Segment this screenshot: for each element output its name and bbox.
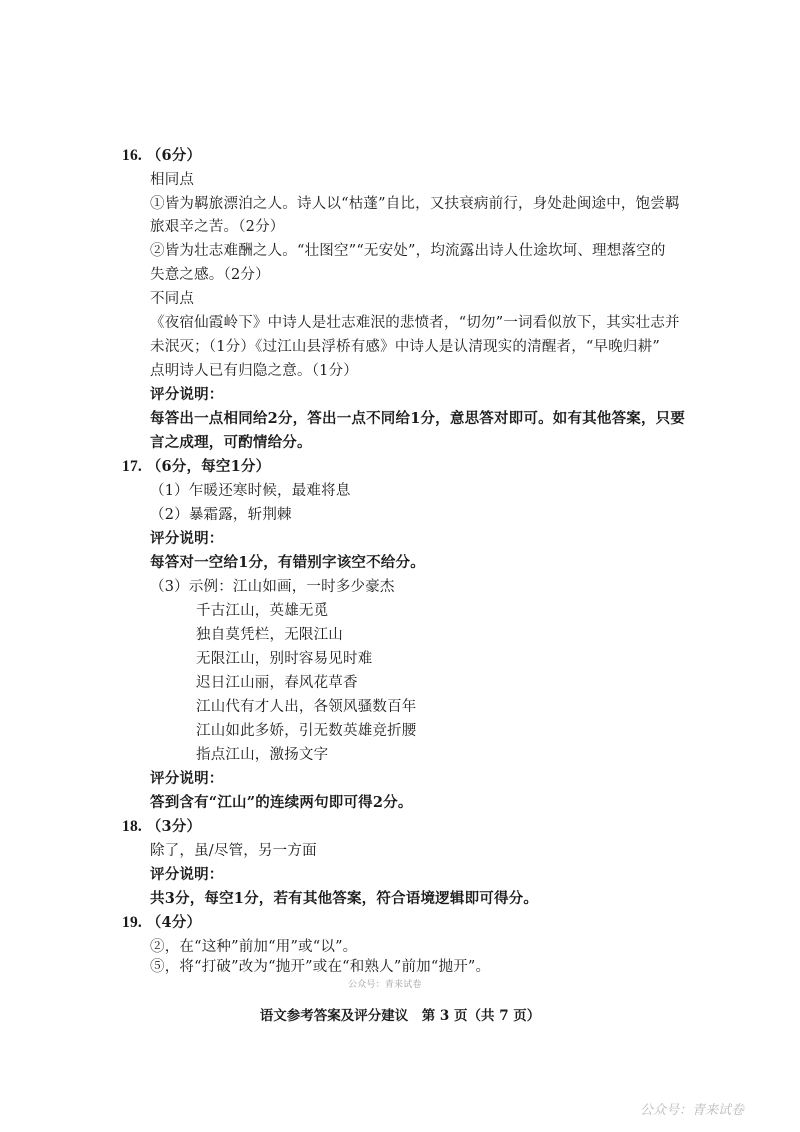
q17-number: 17. (122, 458, 142, 475)
q19-number: 19. (122, 914, 142, 931)
q17-scoring-1: 每答对一空给1分，有错别字该空不给分。 (150, 554, 425, 571)
q16-diff-b: 未泯灭；（1分）《过江山县浮桥有感》中诗人是认清现实的清醒者，“早晚归耕” (150, 339, 660, 355)
q19-answer-1: ②，在“这种”前加“用”或“以”。 (150, 939, 358, 955)
q16-diff-a: 《夜宿仙霞岭下》中诗人是壮志难泯的悲愤者，“切勿”一词看似放下，其实壮志并 (150, 315, 680, 331)
q19-header (122, 913, 201, 933)
q19-points: （4分） (146, 914, 202, 931)
q17-scoring-2: 答到含有“江山”的连续两句即可得2分。 (150, 794, 413, 811)
q16-same-2a: ②皆为壮志难酬之人。“壮图空”“无安处”，均流露出诗人仕途坎坷、理想落空的 (150, 243, 666, 259)
q16-scoring-a: 每答出一点相同给2分，答出一点不同给1分，意思答对即可。如有其他答案，只要 (150, 410, 686, 427)
q17-example: 无限江山，别时容易见时难 (196, 651, 373, 667)
q18-scoring: 共3分，每空1分，若有其他答案，符合语境逻辑即可得分。 (150, 890, 539, 907)
q16-scoring-label: 评分说明： (150, 386, 224, 403)
q17-example: 迟日江山丽，春风花草香 (196, 675, 358, 691)
q17-example: 千古江山，英雄无觅 (196, 603, 329, 619)
q17-points: （6分，每空1分） (146, 458, 271, 475)
q17-answer-1: （1）乍暖还寒时候，最难将息 (150, 483, 351, 499)
q16-number: 16. (122, 147, 142, 164)
q16-scoring-b: 言之成理，可酌情给分。 (150, 434, 312, 451)
page-footer: 语文参考答案及评分建议 第 3 页（共 7 页） (259, 1008, 541, 1024)
q16-diff-heading: 不同点 (150, 291, 195, 307)
q17-example: 指点江山，激扬文字 (196, 747, 329, 763)
q17-scoring-label-1: 评分说明： (150, 530, 224, 547)
q17-example: 江山代有才人出，各领风骚数百年 (196, 699, 417, 715)
q16-same-1b: 旅艰辛之苦。（2分） (150, 219, 285, 235)
q17-example: 独自莫凭栏，无限江山 (196, 627, 343, 643)
q17-scoring-label-2: 评分说明： (150, 770, 224, 787)
q18-scoring-label: 评分说明： (150, 866, 224, 883)
q19-answer-2: ⑤，将“打破”改为“抛开”或在“和熟人”前加“抛开”。 (150, 959, 491, 975)
q17-header (122, 457, 270, 477)
q16-points: （6分） (146, 147, 202, 164)
q16-diff-c: 点明诗人已有归隐之意。（1分） (150, 363, 358, 379)
q16-same-1a: ①皆为羁旅漂泊之人。诗人以“枯蓬”自比，又扶衰病前行，身处赴闽途中，饱尝羁 (150, 196, 680, 212)
q16-header (122, 146, 201, 166)
bottom-watermark: 公众号：青来试卷 (639, 1103, 744, 1118)
q18-points: （3分） (146, 818, 202, 835)
q17-example: 江山如此多娇，引无数英雄竞折腰 (196, 723, 417, 739)
q17-answer-2: （2）暴霜露，斩荆棘 (150, 507, 292, 523)
q18-header (122, 817, 201, 837)
q16-same-2b: 失意之感。（2分） (150, 267, 270, 283)
q18-number: 18. (122, 818, 142, 835)
faint-watermark-mark: 公众号：青来试卷 (348, 980, 422, 990)
q18-answer: 除了，虽/尽管，另一方面 (150, 843, 317, 859)
q16-same-heading: 相同点 (150, 172, 195, 188)
q17-answer-3-intro: （3）示例：江山如画，一时多少豪杰 (150, 579, 395, 595)
